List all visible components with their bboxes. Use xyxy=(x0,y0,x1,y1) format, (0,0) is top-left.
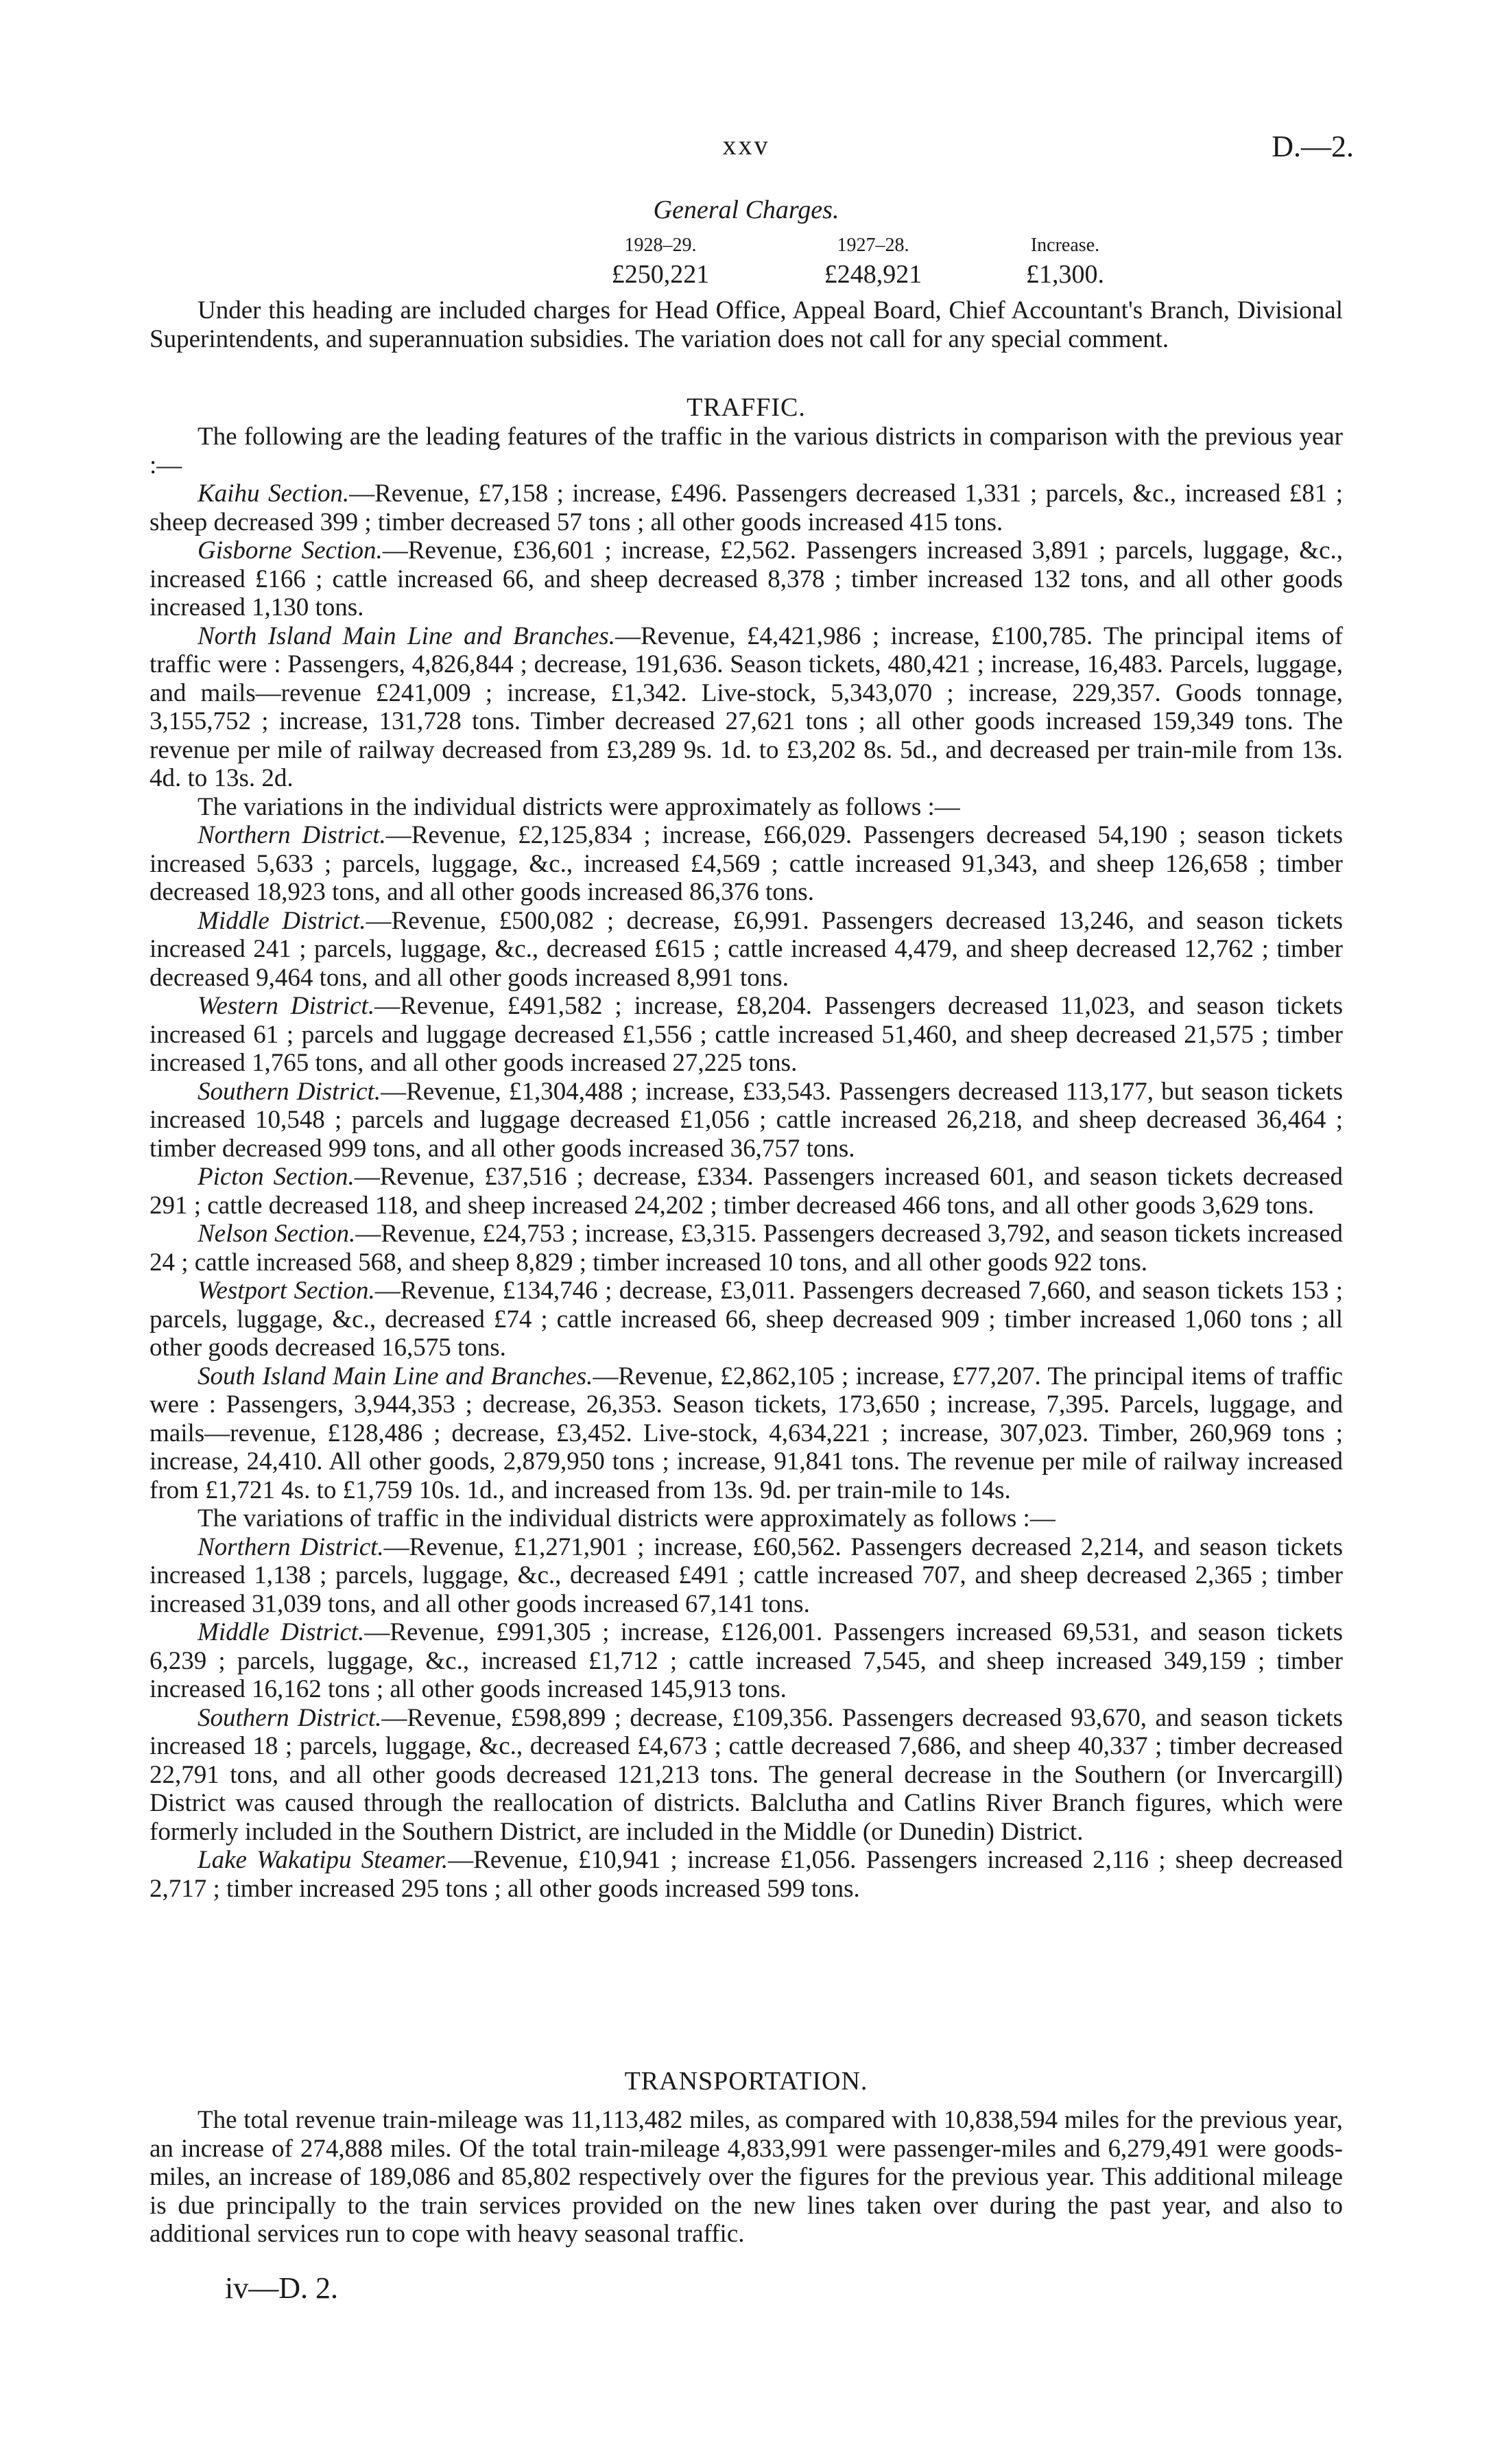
traffic-heading: TRAFFIC. xyxy=(687,393,806,422)
charges-amount: £248,921 xyxy=(824,260,922,289)
general-charges-figures xyxy=(150,233,1343,295)
charges-year: 1927–28. xyxy=(837,235,909,256)
traffic-section xyxy=(150,392,1343,1903)
item-text: —Revenue, £2,125,834 ; increase, £66,029. Passengers decreased 54,190 ; season tickets increased 5,633 ; parcels, luggage, &c., increased £4,569 ; cattle increased 91,343, and sheep 126,658 ; timber decreased 18,923 tons, and all other goods increased 86,376 tons. xyxy=(150,821,1343,906)
item-label: Middle District. xyxy=(198,1618,365,1646)
page-header xyxy=(150,129,1354,163)
traffic-item-north-island xyxy=(150,622,1343,793)
item-text: —Revenue, £24,753 ; increase, £3,315. Passengers decreased 3,792, and season tickets increased 24 ; cattle increased 568, and sheep 8,829 ; timber increased 10 tons, and all other goods 922 tons. xyxy=(150,1220,1344,1277)
item-text: —Revenue, £1,304,488 ; increase, £33,543. Passengers decreased 113,177, but season tickets increased 10,548 ; parcels and luggage decreased £1,056 ; cattle increased 26,218, and sheep decreased 36,464 ; timber decreased 999 tons, and all other goods increased 36,757 tons. xyxy=(150,1077,1343,1163)
traffic-item-ni-variations xyxy=(150,793,1343,822)
item-label: Lake Wakatipu Steamer. xyxy=(198,1846,449,1874)
traffic-item-westport xyxy=(150,1277,1343,1362)
traffic-item-south-island xyxy=(150,1362,1343,1505)
general-charges-paragraph: Under this heading are included charges for Head Office, Appeal Board, Chief Accountant's Branch, Divisional Superintendents, and superannuation subsidies. The variation does not call for any special comment. xyxy=(150,296,1343,353)
item-label: Southern District. xyxy=(198,1077,381,1106)
item-label: North Island Main Line and Branches. xyxy=(198,621,615,650)
item-label: Westport Section. xyxy=(198,1277,375,1305)
item-label: Northern District. xyxy=(198,1532,384,1561)
traffic-intro: The following are the leading features of the traffic in the various districts in comparison with the previous year :— xyxy=(150,423,1343,479)
item-text: The variations in the individual districts were approximately as follows :— xyxy=(198,792,960,821)
item-label: Gisborne Section. xyxy=(198,536,383,565)
traffic-item-lake-wakatipu xyxy=(150,1846,1343,1903)
item-text: The variations of traffic in the individual districts were approximately as follows :— xyxy=(198,1504,1055,1532)
traffic-item-ni-northern xyxy=(150,821,1343,907)
item-text: —Revenue, £991,305 ; increase, £126,001. Passengers increased 69,531, and season tickets 6,239 ; parcels, luggage, &c., increased £1,712 ; cattle increased 7,545, and sheep increased 349,159 ; timber increased 16,162 tons ; all other goods increased 145,913 tons. xyxy=(150,1618,1343,1703)
item-text: —Revenue, £4,421,986 ; increase, £100,785. The principal items of traffic were : Passengers, 4,826,844 ; decrease, 191,636. Season tickets, 480,421 ; increase, 16,483. Parcels, luggage, and mails—revenue £241,009 ; increase, £1,342. Live-stock, 5,343,070 ; increase, 229,357. Goods tonnage, 3,155,752 ; increase, 131,728 tons. Timber decreased 27,621 tons ; all other goods increased 159,349 tons. The revenue per mile of railway decreased from £3,289 9s. 1d. to £3,202 8s. 5d., and decreased per train-mile from 13s. 4d. to 13s. 2d. xyxy=(150,621,1343,792)
item-label: Western District. xyxy=(198,992,375,1020)
item-text: —Revenue, £10,941 ; increase £1,056. Passengers increased 2,116 ; sheep decreased 2,717 ; timber increased 295 tons ; all other goods increased 599 tons. xyxy=(150,1846,1343,1903)
traffic-item-gisborne xyxy=(150,536,1343,622)
transportation-section xyxy=(150,2066,1343,2249)
charges-amount: £1,300. xyxy=(1026,260,1104,289)
traffic-item-ni-western xyxy=(150,992,1343,1078)
item-text: —Revenue, £1,271,901 ; increase, £60,562. Passengers decreased 2,214, and season tickets increased 1,138 ; parcels, luggage, &c., decreased £491 ; cattle increased 707, and sheep decreased 2,365 ; timber increased 31,039 tons, and all other goods increased 67,141 tons. xyxy=(150,1532,1343,1618)
signature-mark: iv—D. 2. xyxy=(225,2271,338,2305)
general-charges-text xyxy=(150,296,1343,353)
traffic-item-ni-middle xyxy=(150,907,1343,993)
page-number: xxv xyxy=(722,130,770,161)
transportation-heading: TRANSPORTATION. xyxy=(624,2067,868,2096)
item-text: —Revenue, £36,601 ; increase, £2,562. Passengers increased 3,891 ; parcels, luggage, &c., increased £166 ; cattle increased 66, and sheep decreased 8,378 ; timber increased 132 tons, and all other goods increased 1,130 tons. xyxy=(150,536,1344,621)
charges-year: 1928–29. xyxy=(624,235,697,256)
charges-amount: £250,221 xyxy=(611,260,710,289)
item-text: —Revenue, £7,158 ; increase, £496. Passengers decreased 1,331 ; parcels, &c., increased £81 ; sheep decreased 399 ; timber decreased 57 tons ; all other goods increased 415 tons. xyxy=(150,479,1343,536)
item-label: Northern District. xyxy=(198,821,386,849)
charges-year: Increase. xyxy=(1030,235,1100,256)
item-label: Nelson Section. xyxy=(198,1220,356,1248)
item-text: —Revenue, £598,899 ; decrease, £109,356. Passengers decreased 93,670, and season tickets increased 18 ; parcels, luggage, &c., decreased £4,673 ; cattle decreased 7,686, and sheep 40,337 ; timber decreased 22,791 tons, and all other goods decreased 121,213 tons. The general decrease in the Southern (or Invercargill) District was caused through the reallocation of districts. Balclutha and Catlins River Branch figures, which were formerly included in the Southern District, are included in the Middle (or Dunedin) District. xyxy=(150,1703,1343,1846)
charges-column-1928 xyxy=(571,233,750,291)
item-text: —Revenue, £2,862,105 ; increase, £77,207. The principal items of traffic were : Passengers, 3,944,353 ; decrease, 26,353. Season tickets, 173,650 ; increase, 7,395. Parcels, luggage, and mails—revenue, £128,486 ; decrease, £3,452. Live-stock, 4,634,221 ; increase, 307,023. Timber, 260,969 tons ; increase, 24,410. All other goods, 2,879,950 tons ; increase, 91,841 tons. The revenue per mile of railway increased from £1,721 4s. to £1,759 10s. 1d., and increased from 13s. 9d. per train-mile to 14s. xyxy=(150,1362,1344,1504)
item-text: —Revenue, £491,582 ; increase, £8,204. Passengers decreased 11,023, and season tickets increased 61 ; parcels and luggage decreased £1,556 ; cattle increased 51,460, and sheep decreased 21,575 ; timber increased 1,765 tons, and all other goods increased 27,225 tons. xyxy=(150,992,1343,1077)
item-label: Kaihu Section. xyxy=(198,479,350,508)
traffic-item-si-middle xyxy=(150,1618,1343,1704)
item-text: —Revenue, £134,746 ; decrease, £3,011. Passengers decreased 7,660, and season tickets 153 ; parcels, luggage, &c., decreased £74 ; cattle increased 66, sheep decreased 909 ; timber increased 1,060 tons ; all other goods decreased 16,575 tons. xyxy=(150,1277,1344,1362)
general-charges-heading: General Charges. xyxy=(653,196,839,224)
item-text: —Revenue, £37,516 ; decrease, £334. Passengers increased 601, and season tickets decreased 291 ; cattle decreased 118, and sheep increased 24,202 ; timber decreased 466 tons, and all other goods 3,629 tons. xyxy=(150,1163,1343,1220)
traffic-item-si-northern xyxy=(150,1533,1343,1619)
item-label: Middle District. xyxy=(198,906,366,935)
traffic-item-picton xyxy=(150,1163,1343,1220)
traffic-item-kaihu xyxy=(150,479,1343,536)
item-label: Picton Section. xyxy=(198,1163,355,1191)
charges-column-increase xyxy=(976,233,1154,291)
document-page xyxy=(150,0,1354,2464)
item-label: Southern District. xyxy=(198,1703,382,1732)
traffic-item-si-southern xyxy=(150,1704,1343,1847)
item-label: South Island Main Line and Branches. xyxy=(198,1362,593,1390)
transportation-paragraph: The total revenue train-mileage was 11,113,482 miles, as compared with 10,838,594 miles for the previous year, an increase of 274,888 miles. Of the total train-mileage 4,833,991 were passenger-miles and 6,279,491 were goods-miles, an increase of 189,086 and 85,802 respectively over the figures for the previous year. This additional mileage is due principally to the train services provided on the new lines taken over during the past year, and also to additional services run to cope with heavy seasonal traffic. xyxy=(150,2106,1343,2248)
charges-column-1927 xyxy=(784,233,962,291)
traffic-item-nelson xyxy=(150,1220,1343,1277)
traffic-item-ni-southern xyxy=(150,1078,1343,1163)
document-reference: D.—2. xyxy=(1272,130,1354,163)
item-text: —Revenue, £500,082 ; decrease, £6,991. Passengers decreased 13,246, and season tickets increased 241 ; parcels, luggage, &c., decreased £615 ; cattle increased 4,479, and sheep decreased 12,762 ; timber decreased 9,464 tons, and all other goods increased 8,991 tons. xyxy=(150,906,1343,992)
traffic-item-si-variations xyxy=(150,1504,1343,1533)
